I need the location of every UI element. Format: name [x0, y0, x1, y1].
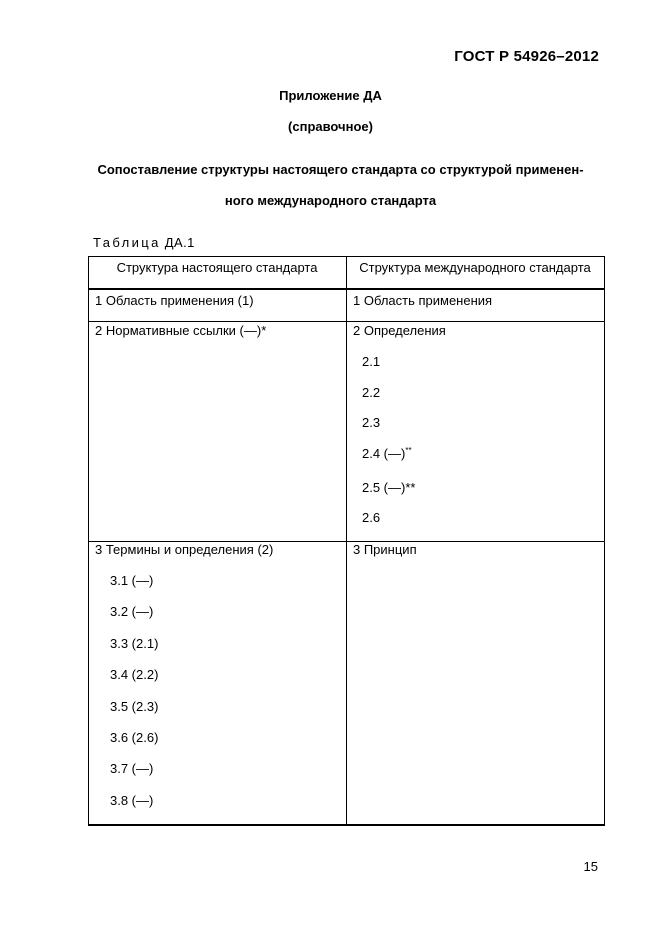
row3-left-item: 3.2 (—) [110, 604, 154, 619]
row2-right-main: 2 Определения [353, 323, 446, 338]
document-code: ГОСТ Р 54926–2012 [454, 48, 599, 65]
row2-right-item: 2.1 [362, 354, 381, 369]
row1-right: 1 Область применения [353, 293, 493, 308]
row3-left-item: 3.7 (—) [110, 761, 154, 776]
row1-left: 1 Область применения (1) [95, 293, 254, 308]
table-label [93, 235, 195, 250]
row2-right-item: 2.2 [362, 385, 381, 400]
table-label-number: ДА.1 [160, 235, 195, 250]
table-rule-right [604, 256, 605, 826]
footnote-mark: ** [405, 446, 412, 455]
row3-left-item: 3.3 (2.1) [110, 636, 159, 651]
row3-left-main: 3 Термины и определения (2) [95, 542, 274, 557]
row2-right-item: 2.6 [362, 510, 381, 525]
comparison-table [88, 256, 605, 826]
row2-right-item: 2.3 [362, 415, 381, 430]
appendix-heading-line-1: Сопоставление структуры настоящего стандарта со структурой применен- [97, 162, 584, 177]
table-rule-left [88, 256, 89, 826]
row3-left-item: 3.6 (2.6) [110, 730, 159, 745]
table-label-word: Таблица [93, 235, 161, 250]
table-rule-middle [346, 256, 347, 826]
row2-left: 2 Нормативные ссылки (—)* [95, 323, 267, 338]
row2-right-item: 2.5 (—)** [362, 480, 416, 495]
page-number: 15 [583, 859, 598, 874]
row3-left-item: 3.1 (—) [110, 573, 154, 588]
column-header-national: Структура настоящего стандарта [116, 260, 318, 275]
appendix-title: Приложение ДА [279, 88, 382, 103]
row3-left-item: 3.5 (2.3) [110, 699, 159, 714]
row2-right-item-text: 2.4 (—) [362, 446, 406, 461]
appendix-heading-line-2: ного международного стандарта [224, 193, 437, 208]
row3-left-item: 3.8 (—) [110, 793, 154, 808]
row2-right-item [362, 446, 412, 461]
row3-right: 3 Принцип [353, 542, 417, 557]
row3-left-item: 3.4 (2.2) [110, 667, 159, 682]
column-header-international: Структура международного стандарта [359, 260, 591, 275]
appendix-kind: (справочное) [288, 119, 373, 134]
